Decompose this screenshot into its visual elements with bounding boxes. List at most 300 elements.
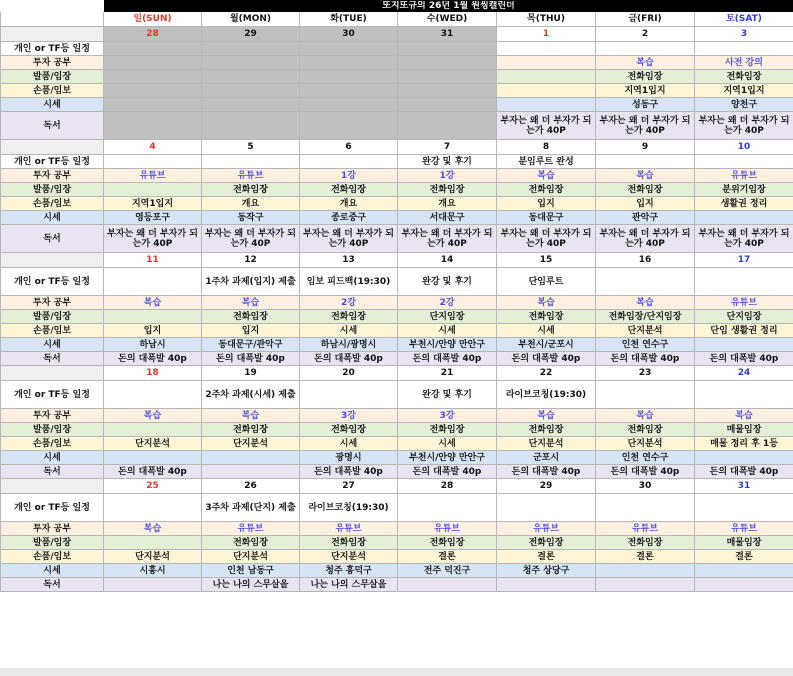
cell-study[interactable]: 유튜브 (497, 522, 596, 536)
cell-study[interactable]: 1강 (300, 169, 398, 183)
cell-site-visit[interactable]: 전화임장 (497, 423, 596, 437)
date-row-label (1, 27, 104, 42)
week-study-row (1, 56, 793, 70)
cell-site-visit[interactable] (202, 70, 300, 84)
week-personal-schedule-row (1, 155, 793, 169)
cell-reading[interactable]: 돈의 대폭발 40p (596, 352, 695, 366)
date-cell[interactable]: 28 (104, 27, 202, 42)
cell-reading[interactable]: 돈의 대폭발 40p (497, 465, 596, 479)
cell-reading[interactable]: 부자는 왜 더 부자가 되는가 40P (596, 225, 695, 253)
cell-site-visit[interactable] (104, 310, 202, 324)
cell-site-visit[interactable]: 전화임장 (202, 423, 300, 437)
cell-study[interactable]: 사전 강의 (695, 56, 793, 70)
week-site-visit-row (1, 536, 793, 550)
row-label-study: 투자 공부 (1, 296, 104, 310)
cell-market-price[interactable]: 동대문구/관악구 (202, 338, 300, 352)
cell-personal-schedule[interactable] (300, 381, 398, 409)
cell-market-price[interactable] (695, 338, 793, 352)
cell-study[interactable]: 복습 (497, 296, 596, 310)
cell-study[interactable] (202, 56, 300, 70)
cell-personal-schedule[interactable]: 완강 및 후기 (398, 268, 497, 296)
cell-reading[interactable] (398, 112, 497, 140)
date-cell[interactable]: 31 (398, 27, 497, 42)
cell-lease-report[interactable]: 시세 (398, 437, 497, 451)
row-label-market-price: 시세 (1, 564, 104, 578)
cell-market-price[interactable]: 영등포구 (104, 211, 202, 225)
row-label-lease-report: 손품/임보 (1, 197, 104, 211)
cell-lease-report[interactable]: 결론 (695, 550, 793, 564)
cell-study[interactable]: 유튜브 (695, 522, 793, 536)
date-cell[interactable]: 7 (398, 140, 497, 155)
cell-study[interactable]: 복습 (596, 169, 695, 183)
cell-reading[interactable] (497, 578, 596, 592)
cell-site-visit[interactable]: 전화임장 (300, 183, 398, 197)
cell-personal-schedule[interactable]: 임보 피드백(19:30) (300, 268, 398, 296)
cell-market-price[interactable] (695, 211, 793, 225)
cell-market-price[interactable]: 부천시/안양 만안구 (398, 338, 497, 352)
cell-reading[interactable]: 부자는 왜 더 부자가 되는가 40P (497, 112, 596, 140)
cell-reading[interactable] (202, 112, 300, 140)
cell-lease-report[interactable]: 지역1입지 (695, 84, 793, 98)
cell-reading[interactable]: 돈의 대폭발 40p (398, 352, 497, 366)
cell-market-price[interactable] (695, 564, 793, 578)
date-cell[interactable]: 4 (104, 140, 202, 155)
cell-study[interactable]: 복습 (596, 296, 695, 310)
cell-site-visit[interactable] (300, 70, 398, 84)
cell-study[interactable] (300, 56, 398, 70)
cell-personal-schedule[interactable] (695, 494, 793, 522)
cell-personal-schedule[interactable]: 3주차 과제(단지) 제출 (202, 494, 300, 522)
week-date-row (1, 366, 793, 381)
cell-market-price[interactable]: 부천시/군포시 (497, 338, 596, 352)
date-cell[interactable]: 25 (104, 479, 202, 494)
cell-site-visit[interactable]: 전화임장 (300, 423, 398, 437)
date-cell[interactable]: 12 (202, 253, 300, 268)
cell-lease-report[interactable]: 단지분석 (104, 437, 202, 451)
date-cell[interactable]: 18 (104, 366, 202, 381)
cell-study[interactable]: 복습 (202, 409, 300, 423)
cell-lease-report[interactable]: 단지분석 (596, 324, 695, 338)
cell-site-visit[interactable] (104, 70, 202, 84)
cell-lease-report[interactable] (398, 84, 497, 98)
cell-personal-schedule[interactable] (300, 42, 398, 56)
date-cell[interactable]: 31 (695, 479, 793, 494)
cell-study[interactable]: 복습 (202, 296, 300, 310)
row-label-personal-schedule: 개인 or TF등 일정 (1, 494, 104, 522)
week-date-row (1, 479, 793, 494)
cell-site-visit[interactable]: 전화임장 (300, 536, 398, 550)
cell-site-visit[interactable]: 전화임장 (300, 310, 398, 324)
cell-market-price[interactable]: 인천 연수구 (596, 338, 695, 352)
date-cell[interactable]: 9 (596, 140, 695, 155)
cell-reading[interactable]: 돈의 대폭발 40p (104, 352, 202, 366)
cell-personal-schedule[interactable] (202, 42, 300, 56)
cell-site-visit[interactable]: 전화임장 (497, 183, 596, 197)
cell-reading[interactable]: 돈의 대폭발 40p (695, 465, 793, 479)
cell-study[interactable]: 3강 (300, 409, 398, 423)
day-header-thu: 목(THU) (497, 12, 596, 27)
cell-market-price[interactable]: 광명시 (300, 451, 398, 465)
cell-market-price[interactable]: 인천 남동구 (202, 564, 300, 578)
cell-site-visit[interactable]: 매물임장 (695, 536, 793, 550)
cell-market-price[interactable]: 청주 상당구 (497, 564, 596, 578)
date-row-label (1, 366, 104, 381)
cell-market-price[interactable]: 서대문구 (398, 211, 497, 225)
cell-site-visit[interactable]: 전화임장 (497, 536, 596, 550)
cell-lease-report[interactable]: 입지 (202, 324, 300, 338)
cell-reading[interactable]: 돈의 대폭발 40p (300, 352, 398, 366)
cell-lease-report[interactable]: 입지 (104, 324, 202, 338)
cell-lease-report[interactable]: 시세 (300, 324, 398, 338)
date-cell[interactable]: 6 (300, 140, 398, 155)
week-personal-schedule-row (1, 381, 793, 409)
cell-site-visit[interactable]: 전화임장 (398, 423, 497, 437)
cell-reading[interactable]: 부자는 왜 더 부자가 되는가 40P (104, 225, 202, 253)
cell-personal-schedule[interactable] (695, 268, 793, 296)
cell-personal-schedule[interactable] (497, 42, 596, 56)
cell-market-price[interactable]: 시흥시 (104, 564, 202, 578)
cell-study[interactable]: 복습 (104, 409, 202, 423)
cell-lease-report[interactable]: 단지분석 (596, 437, 695, 451)
cell-lease-report[interactable]: 입지 (596, 197, 695, 211)
cell-site-visit[interactable]: 전화임장 (202, 183, 300, 197)
cell-reading[interactable]: 나는 나의 스무살을 (300, 578, 398, 592)
cell-market-price[interactable]: 관악구 (596, 211, 695, 225)
cell-study[interactable]: 복습 (497, 169, 596, 183)
cell-lease-report[interactable]: 지역1입지 (104, 197, 202, 211)
cell-personal-schedule[interactable] (695, 381, 793, 409)
row-label-site-visit: 발품/임장 (1, 183, 104, 197)
cell-reading[interactable]: 돈의 대폭발 40p (398, 465, 497, 479)
cell-market-price[interactable] (300, 98, 398, 112)
row-label-study: 투자 공부 (1, 169, 104, 183)
title-row (1, 1, 793, 12)
cell-personal-schedule[interactable]: 1주차 과제(입지) 제출 (202, 268, 300, 296)
cell-study[interactable]: 유튜브 (596, 522, 695, 536)
row-label-lease-report: 손품/임보 (1, 550, 104, 564)
date-cell[interactable]: 17 (695, 253, 793, 268)
cell-lease-report[interactable] (104, 84, 202, 98)
cell-site-visit[interactable]: 전화임장 (398, 183, 497, 197)
cell-study[interactable]: 유튜브 (104, 169, 202, 183)
cell-lease-report[interactable]: 입지 (497, 197, 596, 211)
row-label-reading: 독서 (1, 225, 104, 253)
cell-reading[interactable] (398, 578, 497, 592)
cell-market-price[interactable]: 양천구 (695, 98, 793, 112)
date-cell[interactable]: 13 (300, 253, 398, 268)
cell-personal-schedule[interactable] (202, 155, 300, 169)
cell-study[interactable]: 유튜브 (695, 296, 793, 310)
week-reading-row (1, 352, 793, 366)
cell-personal-schedule[interactable]: 단임루트 (497, 268, 596, 296)
cell-personal-schedule[interactable]: 라이브코칭(19:30) (300, 494, 398, 522)
cell-site-visit[interactable]: 전화임장 (596, 423, 695, 437)
cell-market-price[interactable]: 종로중구 (300, 211, 398, 225)
cell-market-price[interactable]: 하남시 (104, 338, 202, 352)
date-cell[interactable]: 16 (596, 253, 695, 268)
cell-lease-report[interactable] (300, 84, 398, 98)
cell-market-price[interactable]: 부천시/안양 만안구 (398, 451, 497, 465)
cell-study[interactable] (104, 56, 202, 70)
cell-personal-schedule[interactable] (695, 155, 793, 169)
cell-reading[interactable] (202, 465, 300, 479)
cell-lease-report[interactable]: 시세 (398, 324, 497, 338)
week-study-row (1, 522, 793, 536)
cell-study[interactable]: 유튜브 (695, 169, 793, 183)
cell-reading[interactable] (596, 578, 695, 592)
date-cell[interactable]: 30 (300, 27, 398, 42)
cell-reading[interactable]: 돈의 대폭발 40p (596, 465, 695, 479)
cell-personal-schedule[interactable] (596, 494, 695, 522)
cell-site-visit[interactable]: 전화임장 (596, 536, 695, 550)
cell-reading[interactable]: 돈의 대폭발 40p (300, 465, 398, 479)
date-cell[interactable]: 14 (398, 253, 497, 268)
cell-reading[interactable]: 부자는 왜 더 부자가 되는가 40P (596, 112, 695, 140)
date-row-label (1, 479, 104, 494)
cell-personal-schedule[interactable] (596, 42, 695, 56)
cell-site-visit[interactable] (497, 70, 596, 84)
cell-market-price[interactable] (497, 98, 596, 112)
cell-reading[interactable]: 돈의 대폭발 40p (202, 352, 300, 366)
cell-personal-schedule[interactable] (104, 155, 202, 169)
row-label-site-visit: 발품/임장 (1, 536, 104, 550)
cell-lease-report[interactable]: 결론 (497, 550, 596, 564)
date-cell[interactable]: 27 (300, 479, 398, 494)
cell-study[interactable] (398, 56, 497, 70)
cell-reading[interactable]: 부자는 왜 더 부자가 되는가 40P (398, 225, 497, 253)
week-reading-row (1, 225, 793, 253)
cell-market-price[interactable]: 동대문구 (497, 211, 596, 225)
cell-lease-report[interactable]: 단지분석 (497, 437, 596, 451)
cell-market-price[interactable]: 인천 연수구 (596, 451, 695, 465)
cell-personal-schedule[interactable] (596, 381, 695, 409)
cell-study[interactable]: 복습 (497, 409, 596, 423)
day-header-fri: 금(FRI) (596, 12, 695, 27)
week-market-price-row (1, 564, 793, 578)
week-study-row (1, 169, 793, 183)
cell-lease-report[interactable]: 시세 (300, 437, 398, 451)
cell-market-price[interactable]: 하남시/광명시 (300, 338, 398, 352)
cell-reading[interactable]: 돈의 대폭발 40p (497, 352, 596, 366)
date-row-label (1, 140, 104, 155)
day-header-wed: 수(WED) (398, 12, 497, 27)
date-cell[interactable]: 21 (398, 366, 497, 381)
row-label-personal-schedule: 개인 or TF등 일정 (1, 381, 104, 409)
cell-personal-schedule[interactable] (300, 155, 398, 169)
date-cell[interactable]: 8 (497, 140, 596, 155)
cell-lease-report[interactable]: 개요 (398, 197, 497, 211)
cell-personal-schedule[interactable] (497, 494, 596, 522)
cell-site-visit[interactable]: 전화임장 (398, 536, 497, 550)
cell-lease-report[interactable]: 생활권 정리 (695, 197, 793, 211)
cell-reading[interactable]: 부자는 왜 더 부자가 되는가 40P (300, 225, 398, 253)
date-cell[interactable]: 3 (695, 27, 793, 42)
cell-personal-schedule[interactable] (104, 494, 202, 522)
date-cell[interactable]: 10 (695, 140, 793, 155)
cell-personal-schedule[interactable] (695, 42, 793, 56)
cell-market-price[interactable] (104, 98, 202, 112)
cell-study[interactable]: 복습 (104, 522, 202, 536)
day-header-sun: 일(SUN) (104, 12, 202, 27)
cell-reading[interactable] (300, 112, 398, 140)
cell-reading[interactable]: 부자는 왜 더 부자가 되는가 40P (695, 112, 793, 140)
cell-personal-schedule[interactable]: 완강 및 후기 (398, 381, 497, 409)
cell-market-price[interactable] (104, 451, 202, 465)
cell-site-visit[interactable] (104, 536, 202, 550)
cell-study[interactable]: 1강 (398, 169, 497, 183)
cell-lease-report[interactable]: 매물 정리 후 1등 (695, 437, 793, 451)
date-cell[interactable]: 23 (596, 366, 695, 381)
date-cell[interactable]: 22 (497, 366, 596, 381)
cell-site-visit[interactable]: 전화임장 (202, 536, 300, 550)
cell-site-visit[interactable] (104, 183, 202, 197)
row-label-site-visit: 발품/임장 (1, 310, 104, 324)
cell-site-visit[interactable] (398, 70, 497, 84)
date-cell[interactable]: 30 (596, 479, 695, 494)
cell-personal-schedule[interactable]: 라이브코칭(19:30) (497, 381, 596, 409)
cell-personal-schedule[interactable]: 2주차 과제(시세) 제출 (202, 381, 300, 409)
cell-personal-schedule[interactable] (104, 268, 202, 296)
cell-lease-report[interactable]: 단지분석 (202, 437, 300, 451)
cell-site-visit[interactable]: 전화임장 (202, 310, 300, 324)
cell-personal-schedule[interactable]: 완강 및 후기 (398, 155, 497, 169)
cell-personal-schedule[interactable] (596, 155, 695, 169)
cell-lease-report[interactable]: 결론 (596, 550, 695, 564)
day-header-row (1, 12, 793, 27)
week-site-visit-row (1, 310, 793, 324)
date-cell[interactable]: 29 (497, 479, 596, 494)
cell-lease-report[interactable]: 단임 생활권 정리 (695, 324, 793, 338)
cell-lease-report[interactable]: 결론 (398, 550, 497, 564)
week-date-row (1, 140, 793, 155)
cell-reading[interactable] (695, 578, 793, 592)
week-date-row (1, 27, 793, 42)
cell-site-visit[interactable]: 분위기임장 (695, 183, 793, 197)
cell-personal-schedule[interactable] (104, 42, 202, 56)
cell-lease-report[interactable]: 시세 (497, 324, 596, 338)
cell-study[interactable]: 복습 (695, 409, 793, 423)
week-site-visit-row (1, 423, 793, 437)
cell-study[interactable]: 복습 (104, 296, 202, 310)
cell-personal-schedule[interactable]: 분임루트 완성 (497, 155, 596, 169)
date-cell[interactable]: 26 (202, 479, 300, 494)
cell-lease-report[interactable]: 개요 (300, 197, 398, 211)
cell-site-visit[interactable]: 전화임장 (596, 183, 695, 197)
cell-reading[interactable]: 부자는 왜 더 부자가 되는가 40P (202, 225, 300, 253)
week-market-price-row (1, 98, 793, 112)
cell-site-visit[interactable]: 전화임장/단지임장 (596, 310, 695, 324)
cell-lease-report[interactable]: 단지분석 (104, 550, 202, 564)
cell-market-price[interactable]: 전주 덕진구 (398, 564, 497, 578)
cell-lease-report[interactable] (202, 84, 300, 98)
cell-reading[interactable]: 부자는 왜 더 부자가 되는가 40P (497, 225, 596, 253)
cell-market-price[interactable]: 청주 흥덕구 (300, 564, 398, 578)
cell-site-visit[interactable]: 전화임장 (497, 310, 596, 324)
row-label-lease-report: 손품/임보 (1, 324, 104, 338)
cell-reading[interactable]: 돈의 대폭발 40p (695, 352, 793, 366)
cell-market-price[interactable] (596, 564, 695, 578)
header-corner (1, 12, 104, 27)
row-label-study: 투자 공부 (1, 56, 104, 70)
cell-lease-report[interactable]: 지역1입지 (596, 84, 695, 98)
cell-study[interactable]: 2강 (300, 296, 398, 310)
cell-personal-schedule[interactable] (596, 268, 695, 296)
cell-study[interactable] (497, 56, 596, 70)
date-cell[interactable]: 1 (497, 27, 596, 42)
cell-personal-schedule[interactable] (398, 42, 497, 56)
cell-site-visit[interactable]: 매물임장 (695, 423, 793, 437)
cell-market-price[interactable] (202, 451, 300, 465)
date-cell[interactable]: 20 (300, 366, 398, 381)
cell-personal-schedule[interactable] (398, 494, 497, 522)
cell-site-visit[interactable] (104, 423, 202, 437)
cell-site-visit[interactable]: 단지임장 (695, 310, 793, 324)
cell-site-visit[interactable]: 단지임장 (398, 310, 497, 324)
date-cell[interactable]: 15 (497, 253, 596, 268)
date-cell[interactable]: 28 (398, 479, 497, 494)
cell-site-visit[interactable]: 전화임장 (695, 70, 793, 84)
cell-study[interactable]: 복습 (596, 409, 695, 423)
week-reading-row (1, 112, 793, 140)
cell-site-visit[interactable]: 전화임장 (596, 70, 695, 84)
week-lease-report-row (1, 197, 793, 211)
cell-market-price[interactable]: 동작구 (202, 211, 300, 225)
week-lease-report-row (1, 437, 793, 451)
date-cell[interactable]: 5 (202, 140, 300, 155)
cell-reading[interactable]: 돈의 대폭발 40p (104, 465, 202, 479)
date-cell[interactable]: 2 (596, 27, 695, 42)
row-label-market-price: 시세 (1, 211, 104, 225)
cell-study[interactable]: 유튜브 (398, 522, 497, 536)
cell-market-price[interactable] (695, 451, 793, 465)
cell-lease-report[interactable]: 단지분석 (300, 550, 398, 564)
date-cell[interactable]: 24 (695, 366, 793, 381)
cell-study[interactable]: 3강 (398, 409, 497, 423)
cell-lease-report[interactable]: 개요 (202, 197, 300, 211)
cell-reading[interactable]: 부자는 왜 더 부자가 되는가 40P (695, 225, 793, 253)
date-cell[interactable]: 29 (202, 27, 300, 42)
row-label-reading: 독서 (1, 465, 104, 479)
week-reading-row (1, 578, 793, 592)
date-row-label (1, 253, 104, 268)
cell-study[interactable]: 유튜브 (202, 169, 300, 183)
week-market-price-row (1, 211, 793, 225)
cell-study[interactable]: 유튜브 (300, 522, 398, 536)
cell-study[interactable]: 유튜브 (202, 522, 300, 536)
cell-market-price[interactable]: 성동구 (596, 98, 695, 112)
cell-lease-report[interactable] (497, 84, 596, 98)
cell-market-price[interactable] (202, 98, 300, 112)
title-spacer (1, 1, 104, 12)
row-label-reading: 독서 (1, 352, 104, 366)
week-lease-report-row (1, 324, 793, 338)
cell-study[interactable]: 2강 (398, 296, 497, 310)
row-label-market-price: 시세 (1, 338, 104, 352)
date-cell[interactable]: 19 (202, 366, 300, 381)
week-reading-row (1, 465, 793, 479)
cell-market-price[interactable] (398, 98, 497, 112)
week-lease-report-row (1, 84, 793, 98)
cell-study[interactable]: 복습 (596, 56, 695, 70)
date-cell[interactable]: 11 (104, 253, 202, 268)
cell-reading[interactable]: 나는 나의 스무살을 (202, 578, 300, 592)
cell-market-price[interactable]: 군포시 (497, 451, 596, 465)
cell-personal-schedule[interactable] (104, 381, 202, 409)
day-header-tue: 화(TUE) (300, 12, 398, 27)
cell-lease-report[interactable]: 단지분석 (202, 550, 300, 564)
cell-reading[interactable] (104, 578, 202, 592)
cell-reading[interactable] (104, 112, 202, 140)
